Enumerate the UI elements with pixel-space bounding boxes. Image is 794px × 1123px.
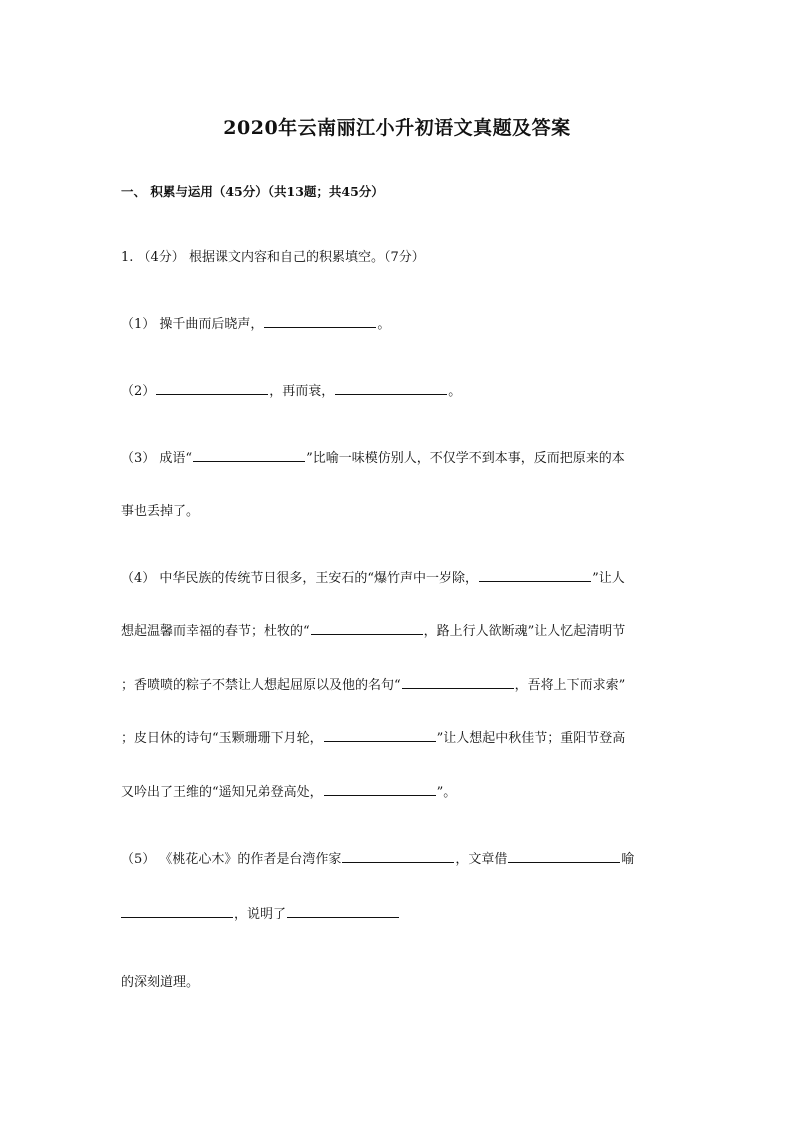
answer-blank[interactable]: [324, 729, 436, 742]
question-1-stem: 1. （4分） 根据课文内容和自己的积累填空。（7分）: [121, 250, 425, 265]
text: （4） 中华民族的传统节日很多，王安石的“爆竹声中一岁除，: [121, 571, 479, 586]
question-1-part-4-line-1: [121, 569, 625, 589]
text: ，再而衰，: [269, 384, 335, 399]
answer-blank[interactable]: [402, 676, 514, 689]
question-1-part-5-line-3: 的深刻道理。: [121, 975, 200, 990]
text: 想起温馨而幸福的春节；杜牧的“: [121, 624, 310, 639]
text: ，说明了: [234, 907, 287, 922]
question-1-part-5-line-2: [121, 905, 400, 925]
text: ”比喻一味模仿别人，不仅学不到本事，反而把原来的本: [306, 451, 625, 466]
question-1-part-3: [121, 449, 625, 469]
text: ，吾将上下而求索”: [514, 678, 626, 693]
text: ，路上行人欲断魂”让人忆起清明节: [423, 624, 626, 639]
question-1-part-4-line-3: [121, 676, 625, 696]
answer-blank[interactable]: [287, 905, 399, 918]
answer-blank[interactable]: [264, 315, 376, 328]
page-title: 2020年云南丽江小升初语文真题及答案: [223, 117, 571, 139]
text: （5） 《桃花心木》的作者是台湾作家: [121, 852, 342, 867]
text: ”让人想起中秋佳节；重阳节登高: [436, 731, 626, 746]
answer-blank[interactable]: [479, 569, 591, 582]
text: （2）: [121, 384, 156, 399]
answer-blank[interactable]: [342, 850, 454, 863]
question-1-part-2: [121, 382, 461, 402]
text: 。: [377, 317, 391, 332]
text: 又吟出了王维的“遥知兄弟登高处，: [121, 785, 323, 800]
text: 。: [448, 384, 462, 399]
text: ，文章借: [455, 852, 508, 867]
answer-blank[interactable]: [311, 622, 423, 635]
answer-blank[interactable]: [156, 382, 268, 395]
question-1-part-4-line-4: [121, 729, 625, 749]
section-heading: 一、 积累与运用（45分）（共13题；共45分）: [121, 184, 384, 199]
answer-blank[interactable]: [508, 850, 620, 863]
text: ；皮日休的诗句“玉颗珊珊下月轮，: [121, 731, 323, 746]
answer-blank[interactable]: [335, 382, 447, 395]
question-1-part-1: [121, 315, 390, 335]
text: ；香喷喷的粽子不禁让人想起屈原以及他的名句“: [121, 678, 401, 693]
question-1-part-4-line-5: [121, 783, 456, 803]
question-1-part-5-line-1: [121, 850, 634, 870]
answer-blank[interactable]: [121, 905, 233, 918]
text: （3） 成语“: [121, 451, 193, 466]
text: ”让人: [592, 571, 625, 586]
answer-blank[interactable]: [193, 449, 305, 462]
text: ”。: [436, 785, 457, 800]
text: 喻: [621, 852, 635, 867]
question-1-part-4-line-2: [121, 622, 625, 642]
question-1-part-3-cont: 事也丢掉了。: [121, 504, 200, 519]
answer-blank[interactable]: [324, 783, 436, 796]
text: （1） 操千曲而后晓声，: [121, 317, 264, 332]
